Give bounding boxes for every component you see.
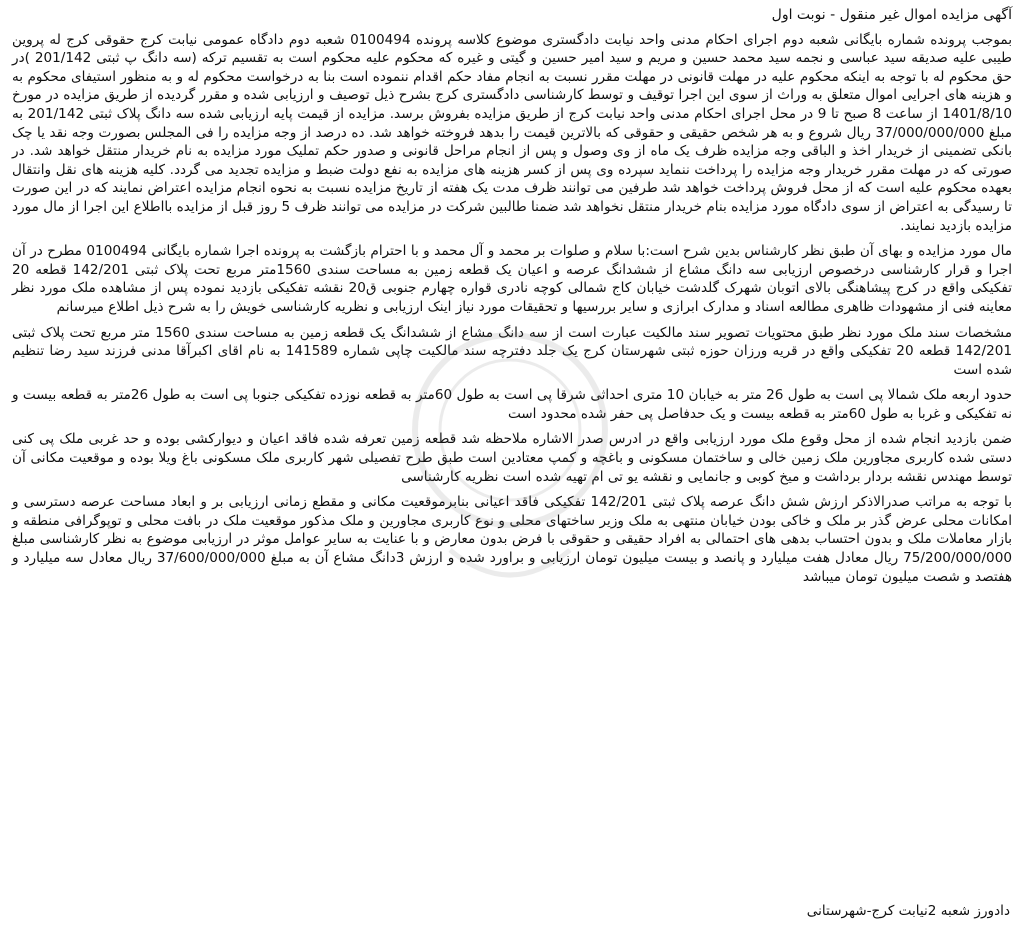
- paragraph-site-visit: ضمن بازدید انجام شده از محل وقوع ملک مورد ارزیابی واقع در ادرس صدر الاشاره ملاحظه شد قطعه زمین تعرفه شده فاقد اعیان و دیوارکشی بوده و حد غربی ملک پی کنی دستی شده کاربری مجاورین ملک زمین خالی و ساختمان مسکونی و باغچه و کمپ معتادین است طبق طرح تفصیلی شهر کاربری ملک مسکونی باغ ویلا بوده و موقعیت مکانی آن توسط مهندس نقشه بردار برداشت و میخ کوبی و جانمایی و نقشه یو تی ام تهیه شده است نظریه کارشناسی: [12, 431, 1012, 485]
- paragraph-valuation: با توجه به مراتب صدرالاذکر ارزش شش دانگ عرصه پلاک ثبتی 142/201 تفکیکی فاقد اعیانی بنابرموقعیت مکانی و مقطع زمانی ارزیابی بر و ابعاد مساحت عرصه دسترسی و امکانات محلی عرض گذر بر ملک و خاکی بودن خیابان منتهی به ملک وزیر ساختهای محلی و نوع کاربری مجاورین و ملک مذکور موقعیت ملک در بافت محلی و توپوگرافی منطقه و بازار معاملات ملک و بدون احتساب بدهی های احتمالی به افراد حقیقی و حقوقی با فرض بدون معارض و با عنایت به سایر عوامل موثر در ارزیابی موضوع به نظر کارشناسی مبلغ 75/200/000/000 ریال معادل هفت میلیارد و پانصد و بیست میلیون تومان ارزیابی و براورد شده و ارزش 3دانگ مشاع آن به مبلغ 37/600/000/000 ریال معادل سه میلیارد و هفتصد و شصت میلیون تومان میباشد: [12, 494, 1012, 585]
- footer-signature: دادورز شعبه 2نیابت کرج-شهرستانی: [806, 903, 1010, 919]
- paragraph-deed-specs: مشخصات سند ملک مورد نظر طبق محتویات تصویر سند مالکیت عبارت است از سه دانگ مشاع از ششدانگ یک قطعه زمین به مساحت سندی 1560 متر مربع تحت پلاک ثبتی 142/201 قطعه 20 تفکیکی واقع در قریه ورزان حوزه ثبتی شهرستان کرج یک جلد دفترچه سند مالکیت چاپی شماره 141589 به نام اقای اکبرآقا مدنی فرزند سید رضا تنظیم شده است: [12, 324, 1013, 378]
- notice-title: آگهی مزایده اموال غیر منقول - نوبت اول: [771, 7, 1012, 23]
- paragraph-boundaries: حدود اربعه ملک شمالا پی است به طول 26 متر به خیابان 10 متری احداثی شرقا پی است به طول 60متر به قطعه نوزده تفکیکی جنوبا پی است به طول 26متر به قطعه بیست و نه تفکیکی و غربا به طول 60متر به قطعه بیست و یک حدفاصل پی حفر شده محدود است: [12, 387, 1013, 422]
- paragraph-intro: بموجب پرونده شماره بایگانی شعبه دوم اجرای احکام مدنی واحد نیابت دادگستری موضوع کلاسه پرونده 0100494 شعبه دوم دادگاه عمومی نیابت کرج حقوقی کرج له پروین طیبی علیه صدیقه سید عباسی و نجمه سید محمد حسین و مریم و سید امیر حسین و گیتی و غیره که محکوم علیه محکوم است به تقسیم ترکه (سه دانگ پ ثبتی 201/142 )در حق محکوم له با توجه به اینکه محکوم علیه در مهلت قانونی در مهلت مقرر نسبت به انجام مفاد حکم اقدام ننموده است بنا به درخواست محکوم له و به منظور استیفای محکوم به و هزینه های اجرایی اموال متعلق به وراث از سوی این اجرا توقیف و توسط کارشناسی دادگستری کرج بشرح ذیل توصیف و ارزیابی شده و مقرر گردیده از طریق مزایده در مورخ 1401/8/10 از ساعت 8 صبح تا 9 در محل اجرای احکام مدنی واحد نیابت کرج از طریق مزایده بفروش برسد. مزایده از قیمت پایه ارزیابی شده سه دانگ پلاک ثبتی 201/142 به مبلغ 37/000/000/000 ریال شروع و به هر شخص حقیقی و حقوقی که بالاترین قیمت را بدهد فروخته خواهد شد. ده درصد از وجه مزایده را فی المجلس بصورت وجه نقد یا چک بانکی تضمینی از خریدار اخذ و الباقی وجه مزایده ظرف یک ماه از وی وصول و پس از انجام مراحل قانونی و صدور حکم تملیک مورد مزایده به نام خریدار منتقل خواهد شد. در صورتی که در مهلت مقرر خریدار وجه مزایده را پرداخت ننماید سپرده وی پس از کسر هزینه های مزایده به نفع دولت ضبط و مزایده تجدید می گردد. کلیه هزینه های نقل وانتقال بعهده محکوم علیه است که از محل فروش پرداخت خواهد شد طرفین می توانند ظرف مدت یک هفته از تاریخ مزایده نسبت به نحوه انجام مزایده اعتراض نمایند که در این صورت تا رسیدگی به اعتراض از سوی دادگاه مورد مزایده بنام خریدار منتقل نخواهد شد ضمنا طالبین شرکت در مزایده می توانند ظرف 5 روز قبل از مزایده بااطلاع این اجرا از مال مورد مزایده بازدید نمایند.: [12, 31, 1013, 234]
- paragraph-expert-opinion: مال مورد مزایده و بهای آن طبق نظر کارشناس بدین شرح است:با سلام و صلوات بر محمد و آل محمد و با احترام بازگشت به پرونده اجرا شماره بایگانی 0100494 مطرح در آن اجرا و قرار کارشناسی درخصوص ارزیابی سه دانگ مشاع از ششدانگ عرصه و اعیان یک قطعه زمین به مساحت سندی 1560متر مربع تحت پلاک ثبتی 142/201 قطعه 20 تفکیکی واقع در کرج پیشاهنگی بالای اتوبان شهرک گلدشت خیابان کاج شمالی کوچه نادری قواره چهارم جنوبی ق20 نقشه تفکیکی بازدید نموده پس از مشاهده ملک مورد نظر معاینه فنی از مشهودات ظاهری مطالعه اسناد و مدارک ابرازی و سایر بررسیها و تحقیقات مورد نیاز اینک ارزیابی و نظریه کارشناسی خویش را به شرح ذیل اطلاع میرسانم: [12, 243, 1012, 315]
